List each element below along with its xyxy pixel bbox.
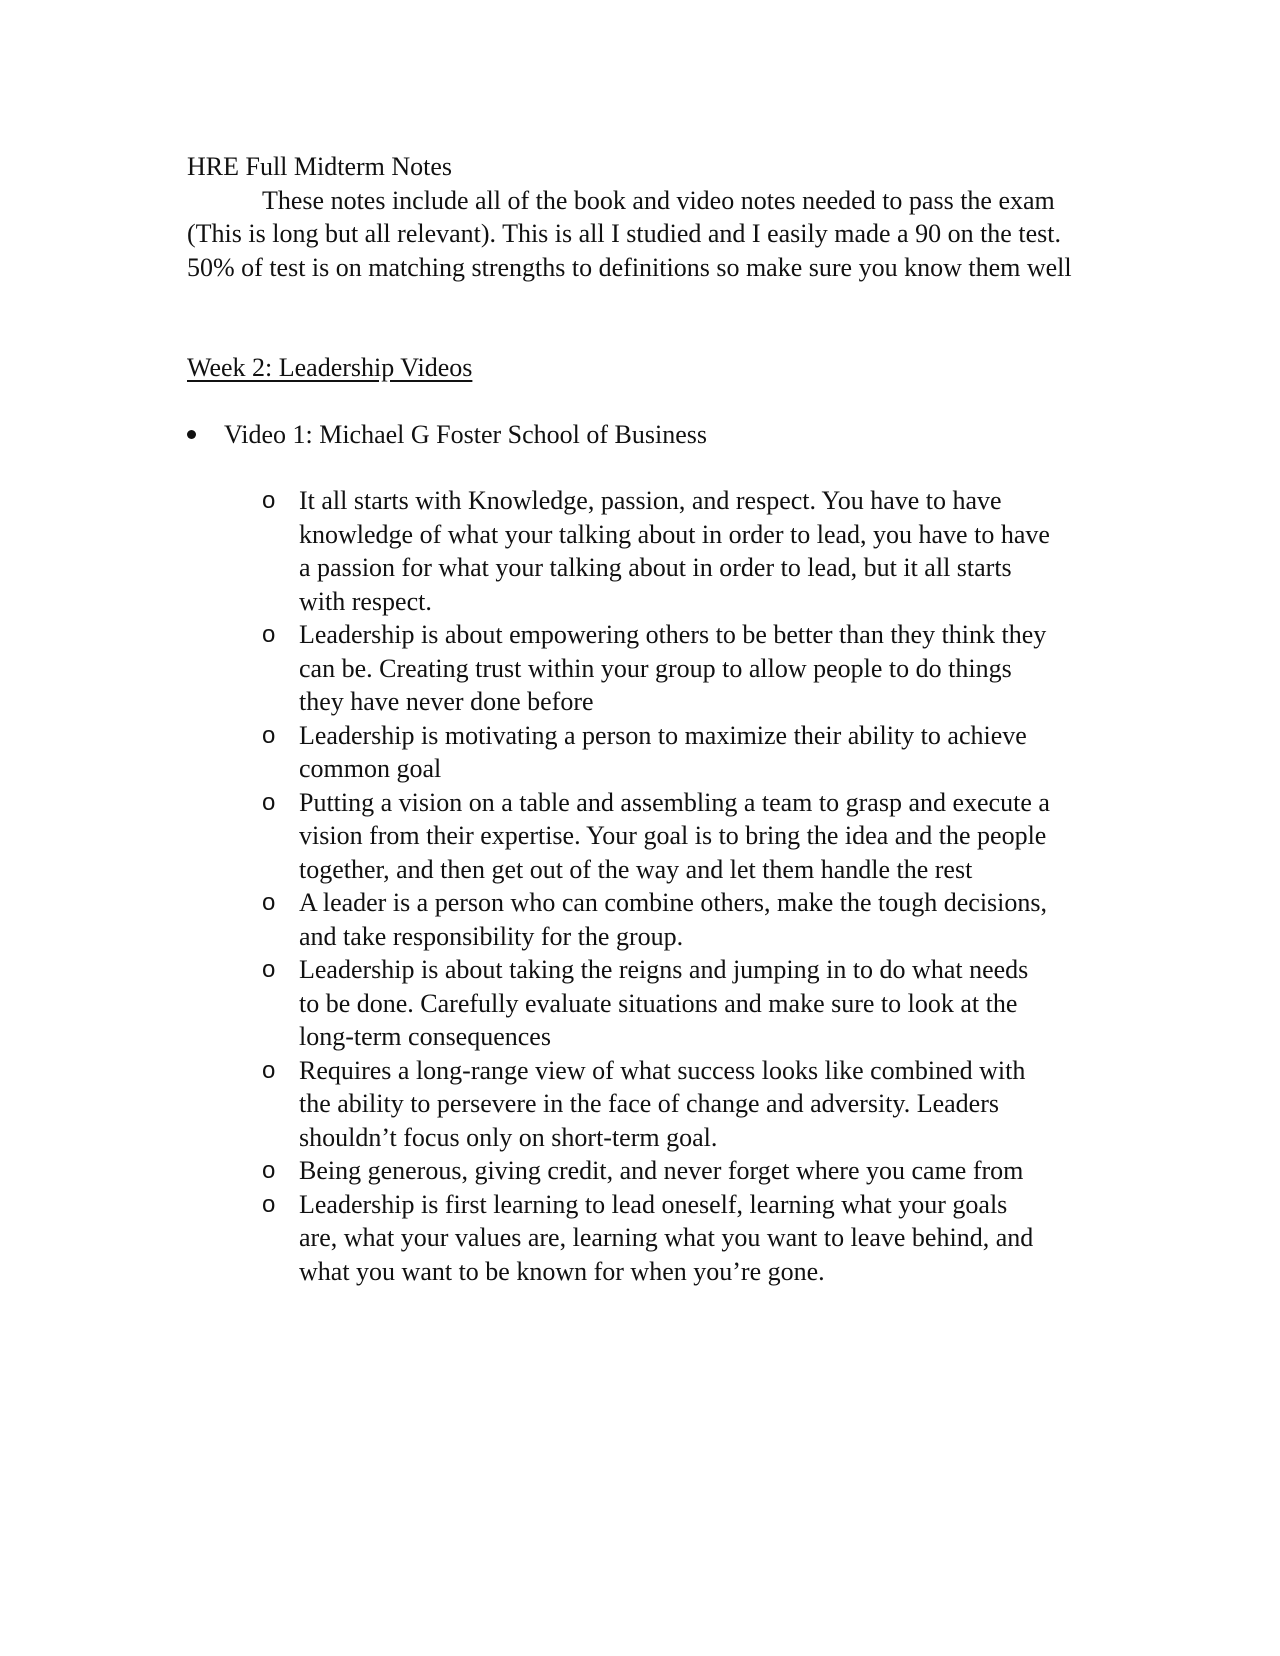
- sub-bullet-item: [262, 786, 1051, 887]
- sub-bullet-text: Leadership is about taking the reigns and jumping in to do what needs to be done. Carefully evaluate situations and make sure to look at the long-term consequences: [299, 955, 1029, 1051]
- document-title: HRE Full Midterm Notes: [187, 152, 453, 181]
- hollow-bullet-icon: o: [262, 956, 276, 983]
- document-page: [187, 150, 1087, 1288]
- bullet-list: [187, 418, 1087, 1289]
- hollow-bullet-icon: o: [262, 487, 276, 514]
- sub-bullet-item: [262, 953, 1051, 1054]
- sub-bullet-item: [262, 719, 1051, 786]
- sub-bullet-item: [262, 1188, 1051, 1289]
- intro-paragraph: These notes include all of the book and video notes needed to pass the exam (This is long but all relevant). This is all I studied and I easily made a 90 on the test.: [187, 185, 1061, 248]
- sub-bullet-item: [262, 1154, 1051, 1188]
- sub-bullet-text: Leadership is about empowering others to be better than they think they can be. Creating trust within your group to allow people to do things they have never done before: [299, 620, 1047, 716]
- section-heading: Week 2: Leadership Videos: [187, 353, 473, 382]
- sub-bullet-text: Putting a vision on a table and assembling a team to grasp and execute a vision from their expertise. Your goal is to bring the idea and the people together, and then get out of the way and let them handle the rest: [299, 787, 1050, 884]
- sub-bullet-text: Leadership is motivating a person to maximize their ability to achieve common goal: [299, 720, 1027, 783]
- bullet-label: Video 1: Michael G Foster School of Business: [224, 419, 708, 449]
- sub-bullet-list: [262, 484, 1051, 1288]
- sub-bullet-item: [262, 618, 1051, 719]
- blank-line: [187, 385, 1087, 418]
- hollow-bullet-icon: o: [262, 621, 276, 648]
- exam-note: 50% of test is on matching strengths to definitions so make sure you know them well: [187, 252, 1072, 282]
- sub-bullet-text: Being generous, giving credit, and never forget where you came from: [299, 1156, 1024, 1185]
- sub-bullet-item: [262, 886, 1051, 953]
- sub-bullet-item: [262, 484, 1051, 618]
- hollow-bullet-icon: o: [262, 1056, 276, 1084]
- sub-bullet-text: It all starts with Knowledge, passion, and respect. You have to have knowledge of what your talking about in order to lead, you have to have a passion for what your talking about in order to lead, but it all starts with respect.: [299, 486, 1050, 616]
- bullet-item-video-1: [187, 418, 1087, 1289]
- hollow-bullet-icon: o: [262, 1190, 276, 1218]
- bullet-dot-icon: [187, 430, 196, 439]
- sub-bullet-item: [262, 1054, 1051, 1155]
- hollow-bullet-icon: o: [262, 721, 276, 749]
- sub-bullet-text: Leadership is first learning to lead oneself, learning what your goals are, what your values are, learning what you want to leave behind, and what you want to be known for when you’re gone.: [299, 1189, 1034, 1286]
- sub-bullet-text: A leader is a person who can combine others, make the tough decisions, and take responsibility for the group.: [299, 888, 1048, 951]
- blank-lines: [187, 284, 1087, 351]
- hollow-bullet-icon: o: [262, 889, 276, 916]
- hollow-bullet-icon: o: [262, 1157, 276, 1184]
- hollow-bullet-icon: o: [262, 788, 276, 816]
- sub-bullet-text: Requires a long-range view of what success looks like combined with the ability to persevere in the face of change and adversity. Leaders shouldn’t focus only on short-term goal.: [299, 1055, 1026, 1152]
